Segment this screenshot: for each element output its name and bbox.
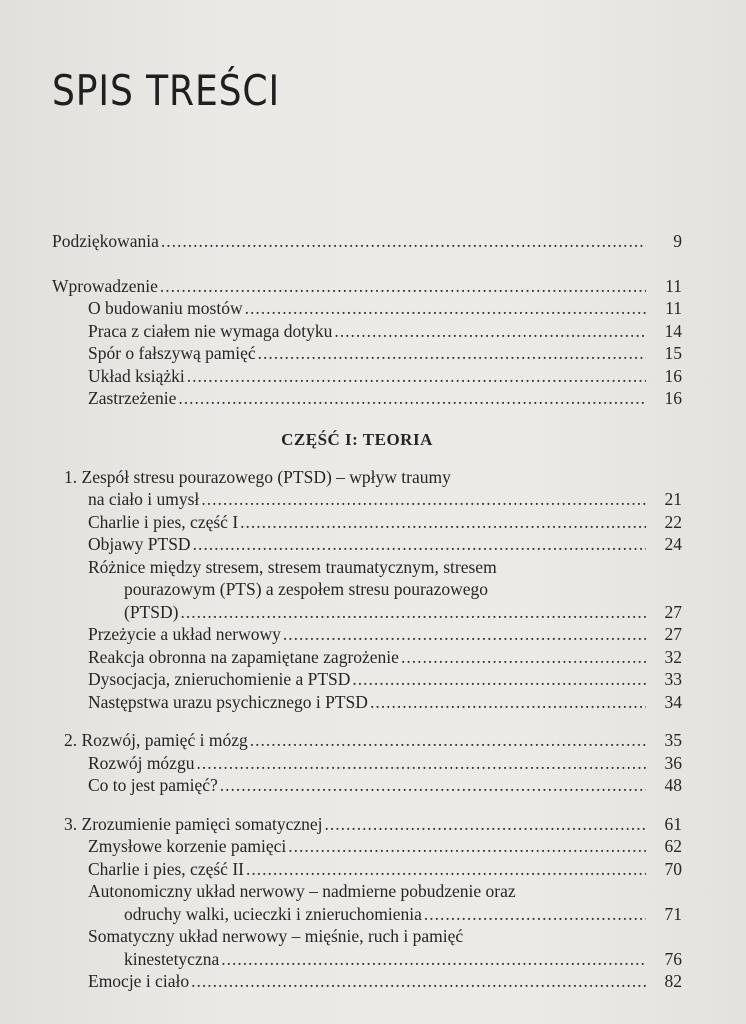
chapter-1-title-line1[interactable]: 1. Zespół stresu pourazowego (PTSD) – wpływ traumy bbox=[64, 466, 451, 487]
toc-entry-title: kinestetyczna bbox=[124, 948, 220, 969]
toc-entry[interactable] bbox=[52, 533, 682, 556]
toc-leader-dots bbox=[424, 903, 646, 926]
toc-entry-title: Zastrzeżenie bbox=[88, 388, 177, 408]
toc-entry-page: 14 bbox=[664, 320, 682, 341]
toc-entry[interactable] bbox=[52, 623, 682, 646]
toc-leader-dots bbox=[193, 533, 646, 556]
toc-leader-dots bbox=[160, 275, 646, 298]
toc-entry-chapter-2[interactable] bbox=[52, 729, 682, 752]
toc-entry-page: 61 bbox=[664, 813, 682, 834]
toc-entry[interactable] bbox=[52, 342, 682, 365]
toc-entry[interactable] bbox=[52, 646, 682, 669]
toc-entry-page: 15 bbox=[664, 343, 682, 363]
toc-entry-title: Zmysłowe korzenie pamięci bbox=[88, 836, 287, 856]
toc-entry-page: 27 bbox=[664, 601, 682, 622]
toc-entry-somatic-line1[interactable]: Somatyczny układ nerwowy – mięśnie, ruch i pamięć bbox=[88, 926, 464, 946]
toc-leader-dots bbox=[258, 342, 646, 365]
toc-entry[interactable] bbox=[52, 668, 682, 691]
toc-entry-title: Co to jest pamięć? bbox=[88, 775, 218, 795]
toc-entry-page: 11 bbox=[665, 275, 682, 296]
toc-leader-dots bbox=[221, 948, 646, 971]
toc-entry-diff[interactable] bbox=[52, 601, 682, 624]
toc-entry-page: 24 bbox=[664, 534, 682, 554]
toc-entry-page: 35 bbox=[664, 730, 682, 750]
toc-entry-title: odruchy walki, ucieczki i znieruchomienia bbox=[124, 903, 422, 924]
toc-entry[interactable] bbox=[52, 297, 682, 320]
toc-leader-dots bbox=[201, 488, 646, 511]
toc-entry-title: 2. Rozwój, pamięć i mózg bbox=[64, 730, 248, 750]
toc-leader-dots bbox=[191, 970, 646, 993]
toc-entry-title: Następstwa urazu psychicznego i PTSD bbox=[88, 691, 368, 712]
toc-entry-page: 16 bbox=[664, 388, 682, 408]
toc-entry-autonomic-line1[interactable]: Autonomiczny układ nerwowy – nadmierne pobudzenie oraz bbox=[88, 881, 516, 901]
toc-entry-title: 3. Zrozumienie pamięci somatycznej bbox=[64, 813, 323, 834]
toc-entry[interactable] bbox=[52, 511, 682, 534]
toc-entry-page: 71 bbox=[664, 903, 682, 924]
toc-leader-dots bbox=[401, 646, 646, 669]
part-heading: CZĘŚĆ I: TEORIA bbox=[281, 429, 433, 449]
toc-leader-dots bbox=[240, 511, 646, 534]
toc-leader-dots bbox=[178, 387, 646, 410]
toc-leader-dots bbox=[220, 774, 646, 797]
toc-entry-page: 33 bbox=[664, 669, 682, 689]
toc-entry-title: Reakcja obronna na zapamiętane zagrożenie bbox=[88, 646, 399, 667]
toc-entry-diff-line2[interactable]: pourazowym (PTS) a zespołem stresu pourazowego bbox=[124, 579, 488, 599]
toc-entry-title: Praca z ciałem nie wymaga dotyku bbox=[88, 320, 333, 341]
toc-entry[interactable] bbox=[52, 858, 682, 881]
toc-leader-dots bbox=[246, 858, 646, 881]
toc-entry-title: Spór o fałszywą pamięć bbox=[88, 343, 256, 363]
toc-entry-page: 9 bbox=[673, 231, 682, 251]
toc-leader-dots bbox=[187, 365, 646, 388]
toc-leader-dots bbox=[370, 691, 646, 714]
toc-leader-dots bbox=[283, 623, 646, 646]
toc-entry-page: 70 bbox=[664, 858, 682, 879]
toc-entry[interactable] bbox=[52, 835, 682, 858]
toc-entry-page: 11 bbox=[665, 298, 682, 318]
toc-entry[interactable] bbox=[52, 320, 682, 343]
toc-entry-title: Przeżycie a układ nerwowy bbox=[88, 624, 281, 644]
toc-entry-page: 62 bbox=[664, 836, 682, 856]
toc-entry[interactable] bbox=[52, 691, 682, 714]
toc-leader-dots bbox=[288, 835, 646, 858]
toc-entry-chapter-3[interactable] bbox=[52, 813, 682, 836]
toc-leader-dots bbox=[325, 813, 646, 836]
toc-entry[interactable] bbox=[52, 774, 682, 797]
toc-entry-title: Podziękowania bbox=[52, 231, 159, 251]
toc-leader-dots bbox=[161, 230, 646, 253]
toc-entry-chapter-1[interactable] bbox=[52, 488, 682, 511]
toc-entry-title: na ciało i umysł bbox=[88, 489, 200, 509]
toc-entry-page: 48 bbox=[664, 775, 682, 795]
page-title: SPIS TREŚCI bbox=[52, 66, 281, 115]
toc-leader-dots bbox=[334, 320, 646, 343]
toc-entry-title: Emocje i ciało bbox=[88, 971, 190, 991]
toc-entry-title: Charlie i pies, część II bbox=[88, 858, 244, 879]
toc-entry-title: Rozwój mózgu bbox=[88, 752, 195, 773]
toc-leader-dots bbox=[352, 668, 646, 691]
toc-entry-page: 27 bbox=[664, 624, 682, 644]
toc-entry-page: 22 bbox=[664, 511, 682, 532]
toc-entry-page: 76 bbox=[664, 948, 682, 969]
toc-entry[interactable] bbox=[52, 365, 682, 388]
toc-entry-page: 82 bbox=[664, 971, 682, 991]
toc-entry-title: (PTSD) bbox=[124, 601, 179, 622]
toc-leader-dots bbox=[196, 752, 646, 775]
toc-entry-somatic[interactable] bbox=[52, 948, 682, 971]
toc-entry-emotions[interactable] bbox=[52, 970, 682, 993]
toc-entry-page: 21 bbox=[664, 489, 682, 509]
toc-entry-title: Objawy PTSD bbox=[88, 534, 191, 554]
toc-entry-title: Dysocjacja, znieruchomienie a PTSD bbox=[88, 669, 351, 689]
toc-entry-acknowledgements[interactable] bbox=[52, 230, 682, 253]
toc-entry[interactable] bbox=[52, 387, 682, 410]
toc-entry-diff-line1[interactable]: Różnice między stresem, stresem traumatycznym, stresem bbox=[88, 556, 497, 577]
toc-entry-title: Charlie i pies, część I bbox=[88, 511, 239, 532]
toc-entry-introduction[interactable] bbox=[52, 275, 682, 298]
toc-leader-dots bbox=[245, 297, 646, 320]
toc-entry-page: 36 bbox=[664, 752, 682, 773]
toc-entry-autonomic[interactable] bbox=[52, 903, 682, 926]
toc-leader-dots bbox=[180, 601, 646, 624]
table-of-contents bbox=[52, 230, 682, 993]
toc-entry-page: 34 bbox=[664, 691, 682, 712]
toc-leader-dots bbox=[250, 729, 646, 752]
toc-entry[interactable] bbox=[52, 752, 682, 775]
toc-entry-page: 16 bbox=[664, 365, 682, 386]
toc-entry-title: Wprowadzenie bbox=[52, 275, 158, 296]
toc-entry-page: 32 bbox=[664, 646, 682, 667]
toc-entry-title: O budowaniu mostów bbox=[88, 298, 243, 318]
toc-entry-title: Układ książki bbox=[88, 365, 185, 386]
